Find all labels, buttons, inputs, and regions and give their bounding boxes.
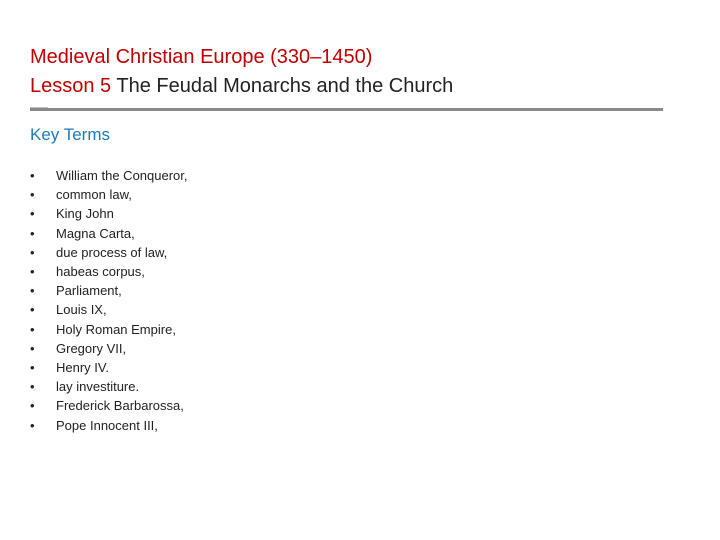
bullet-icon: • (30, 398, 35, 414)
list-item (30, 185, 188, 204)
term-text: Holy Roman Empire, (56, 321, 176, 337)
term-text: due process of law, (56, 244, 168, 260)
term-text: Henry IV. (56, 359, 109, 375)
bullet-icon: • (30, 206, 35, 222)
list-item (30, 224, 188, 243)
bullet-icon: • (30, 302, 35, 318)
bullet-icon: • (30, 283, 35, 299)
term-text: Pope Innocent III, (56, 417, 158, 433)
term-text: Gregory VII, (56, 340, 127, 356)
bullet-icon: • (30, 225, 35, 241)
term-text: lay investiture. (56, 379, 140, 395)
bullet-icon: • (30, 321, 35, 337)
bullet-icon: • (30, 244, 35, 260)
bullet-icon: • (30, 359, 35, 375)
bullet-icon: • (30, 417, 35, 433)
term-text: King John (56, 206, 114, 222)
title-main: Medieval Christian Europe (330–1450) (30, 46, 373, 68)
bullet-icon: • (30, 264, 35, 280)
bullet-icon: • (30, 379, 35, 395)
term-text: Magna Carta, (56, 225, 135, 241)
lesson-name: The Feudal Monarchs and the Church (116, 75, 454, 97)
list-item (30, 262, 188, 281)
list-item (30, 320, 188, 339)
list-item (30, 339, 188, 358)
list-item (30, 396, 188, 415)
lesson-title (30, 73, 453, 99)
term-text: Louis IX, (56, 302, 107, 318)
list-item (30, 358, 188, 377)
term-text: habeas corpus, (56, 264, 145, 280)
list-item (30, 415, 188, 434)
key-terms-list (30, 166, 188, 435)
list-item (30, 166, 188, 185)
term-text: William the Conqueror, (56, 168, 188, 184)
list-item (30, 281, 188, 300)
bullet-icon: • (30, 187, 35, 203)
divider-line (30, 108, 663, 111)
lesson-number: Lesson 5 (30, 75, 112, 97)
term-text: common law, (56, 187, 132, 203)
term-text: Parliament, (56, 283, 122, 299)
key-terms-heading: Key Terms (30, 125, 110, 144)
list-item (30, 243, 188, 262)
list-item (30, 300, 188, 319)
list-item (30, 204, 188, 223)
list-item (30, 377, 188, 396)
bullet-icon: • (30, 168, 35, 184)
bullet-icon: • (30, 340, 35, 356)
term-text: Frederick Barbarossa, (56, 398, 184, 414)
